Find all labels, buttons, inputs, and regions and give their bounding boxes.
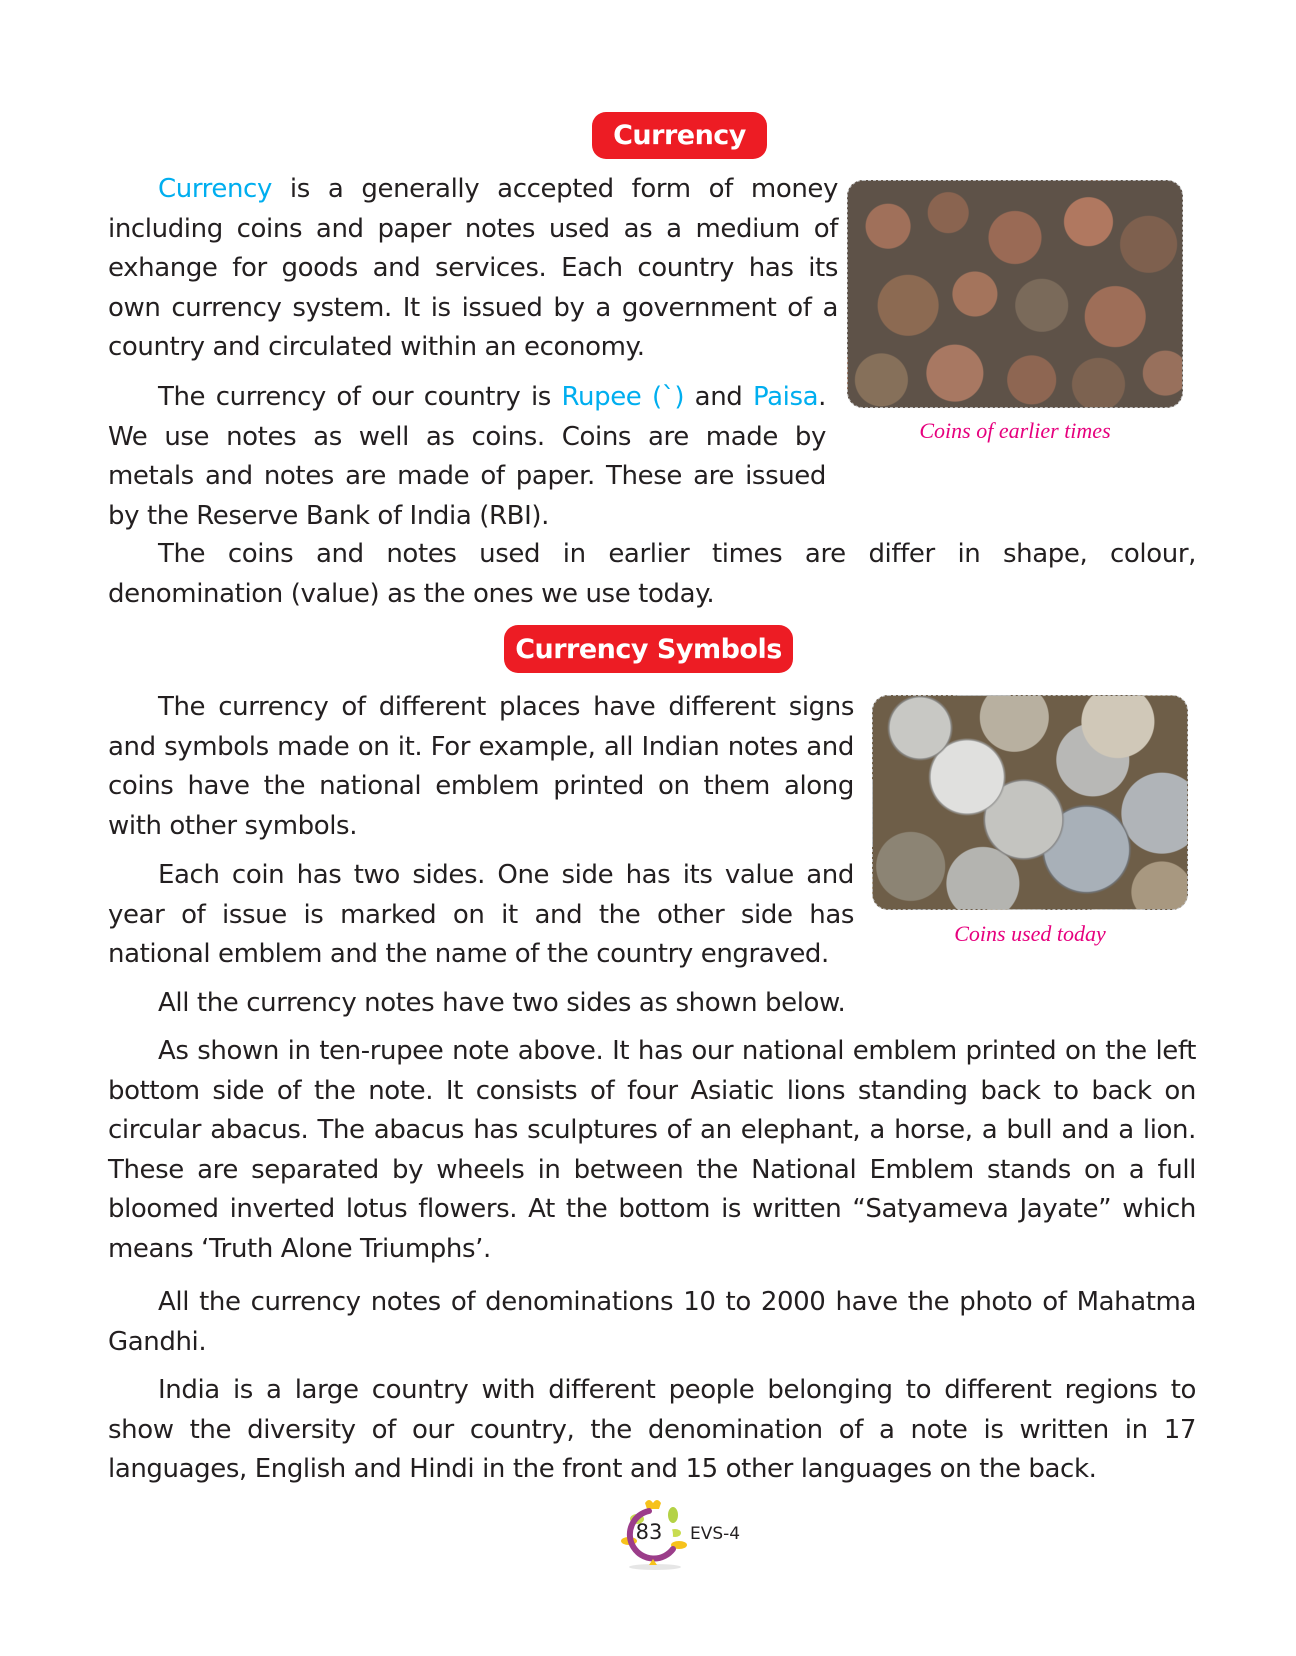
highlight-term-currency: Currency [158, 174, 272, 204]
paragraph-earlier-coins: The coins and notes used in earlier times are differ in shape, colour, denomination (value) as the ones we use today. [108, 539, 1196, 609]
ancient-coins-photo [847, 180, 1183, 408]
paragraph-gandhi-photo: All the currency notes of denominations 10 to 2000 have the photo of Mahatma Gandhi. [108, 1287, 1196, 1357]
highlight-term-paisa: Paisa [752, 382, 819, 412]
page-number: 83 [635, 1520, 663, 1544]
paragraph-currency-definition: Currency is a generally accepted form of money including coins and paper notes used as a medium of exhange for goods and services. Each country has its own currency system. It is issued by a government of a country and circulated within an economy. [108, 174, 838, 362]
section-heading-currency [592, 112, 767, 159]
paragraph-languages: India is a large country with different people belonging to different regions to show the diversity of our country, the denomination of a note is written in 17 languages, English and Hindi in the front and 15 other languages on the back. [108, 1375, 1196, 1484]
paragraph-national-emblem: As shown in ten-rupee note above. It has our national emblem printed on the left bottom side of the note. It consists of four Asiatic lions standing back to back on circular abacus. The abacus has sculptures of an elephant, a horse, a bull and a lion. These are separated by wheels in between the National Emblem stands on a full bloomed inverted lotus flowers. At the bottom is written “Satyameva Jayate” which means ‘Truth Alone Triumphs’. [108, 1036, 1196, 1264]
highlight-term-rupee: Rupee (`) [561, 382, 685, 412]
paragraph-note-sides: All the currency notes have two sides as shown below. [158, 988, 846, 1018]
figure-caption-earlier-coins: Coins of earlier times [919, 418, 1111, 443]
paragraph-coin-sides: Each coin has two sides. One side has its value and year of issue is marked on it and the other side has national emblem and the name of the country engraved. [108, 860, 854, 969]
section-heading-currency-symbols [504, 625, 793, 673]
paragraph-rupee-paisa: The currency of our country is Rupee (`) and Paisa. We use notes as well as coins. Coins are made by metals and notes are made of paper. These are issued by the Reserve Bank of India (RBI). [108, 378, 1196, 536]
book-code: EVS-4 [690, 1524, 741, 1544]
section-heading-label: Currency [613, 120, 746, 151]
figure-caption-modern-coins: Coins used today [954, 921, 1106, 946]
paragraph-currency-signs: The currency of different places have different signs and symbols made on it. For example, all Indian notes and coins have the national emblem printed on them along with other symbols. [108, 692, 854, 841]
section-heading-label: Currency Symbols [515, 633, 782, 665]
modern-coins-photo [872, 695, 1188, 910]
